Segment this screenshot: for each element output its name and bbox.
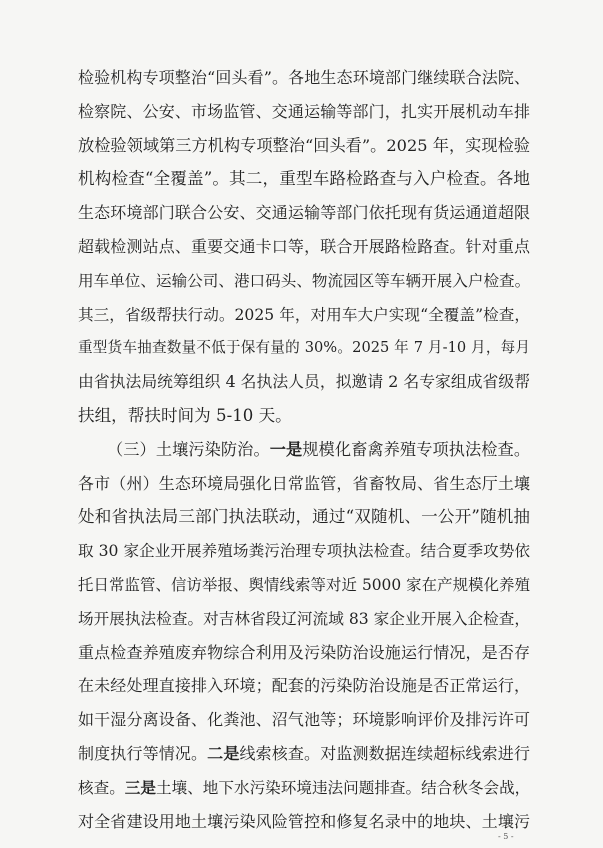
- text-run: 如干湿分离设备、化粪池、沼气池等；环境影响评价及排污许可: [78, 710, 530, 730]
- text-line: [78, 68, 530, 88]
- text-line: [107, 440, 530, 460]
- text-run: 对全省建设用地土壤污染风险管控和修复名录中的地块、土壤污: [78, 811, 530, 831]
- text-line: [78, 203, 530, 223]
- text-run: 重型货车抽查数量不低于保有量的 30%。2025 年 7 月-10 月，每月: [78, 339, 530, 357]
- page-number: - 5 -: [498, 832, 514, 841]
- text-run: 由省执法局统筹组织 4 名执法人员，拟邀请 2 名专家组成省级帮: [78, 372, 530, 392]
- text-run: 用车单位、运输公司、港口码头、物流园区等车辆开展入户检查。: [78, 271, 530, 290]
- text-run: 机构检查“全覆盖”。其二，重型车路检路查与入户检查。各地: [78, 169, 530, 189]
- text-run: 在未经处理直接排入环境；配套的污染防治设施是否正常运行，: [78, 676, 530, 696]
- text-line: [78, 643, 530, 663]
- text-run: 重点检查养殖废弃物综合利用及污染防治设施运行情况，是否存: [78, 642, 530, 662]
- text-line: [78, 338, 530, 358]
- text-run: 各市（州）生态环境局强化日常监管，省畜牧局、省生态厅土壤: [78, 473, 530, 493]
- text-line: [78, 778, 530, 798]
- text-run: 核查。: [78, 778, 125, 797]
- text-line: [78, 812, 530, 832]
- text-run: 托日常监管、信访举报、舆情线索等对近 5000 家在产规模化养殖: [78, 576, 530, 594]
- text-line: [78, 744, 530, 764]
- text-line: [78, 102, 530, 122]
- text-run: 检察院、公安、市场监管、交通运输等部门，扎实开展机动车排: [78, 101, 530, 121]
- text-run: 处和省执法局三部门执法联动，通过“双随机、一公开”随机抽: [78, 507, 530, 527]
- text-line: [78, 609, 530, 629]
- text-line: [78, 710, 530, 730]
- text-line: [78, 541, 530, 561]
- text-line: [78, 406, 530, 426]
- text-line: [78, 271, 530, 291]
- text-run: 场开展执法检查。对吉林省段辽河流域 83 家企业开展入企检查，: [78, 609, 530, 628]
- text-run: 放检验领域第三方机构专项整治“回头看”。2025 年，实现检验: [78, 135, 530, 155]
- text-run: 扶组，帮扶时间为 5-10 天。: [78, 406, 292, 425]
- text-line: [78, 575, 530, 595]
- text-run: 线索核查。对监测数据连续超标线索进行: [239, 744, 530, 763]
- text-run: 超载检测站点、重要交通卡口等，联合开展路检路查。针对重点: [78, 237, 530, 256]
- text-run: 取 30 家企业开展养殖场粪污治理专项执法检查。结合夏季攻势依: [78, 542, 530, 561]
- text-line: [78, 237, 530, 257]
- section-heading: （三）土壤污染防治。: [107, 439, 270, 459]
- text-line: [78, 676, 530, 696]
- text-line: [78, 136, 530, 156]
- emphasis-text: 二是: [207, 744, 240, 763]
- emphasis-text: 三是: [124, 777, 156, 797]
- text-line: [78, 474, 530, 494]
- text-run: 检验机构专项整治“回头看”。各地生态环境部门继续联合法院、: [78, 68, 530, 87]
- emphasis-text: 一是: [269, 439, 303, 459]
- text-run: 规模化畜禽养殖专项执法检查。: [302, 439, 530, 459]
- text-run: 土壤、地下水污染环境违法问题排查。结合秋冬会战，: [156, 778, 530, 797]
- text-run: 制度执行等情况。: [78, 744, 208, 763]
- text-line: [78, 305, 530, 325]
- text-line: [78, 372, 530, 392]
- text-run: 其三，省级帮扶行动。2025 年，对用车大户实现“全覆盖”检查，: [78, 305, 530, 324]
- text-line: [78, 169, 530, 189]
- text-run: 生态环境部门联合公安、交通运输等部门依托现有货运通道超限: [78, 203, 530, 223]
- text-line: [78, 507, 530, 527]
